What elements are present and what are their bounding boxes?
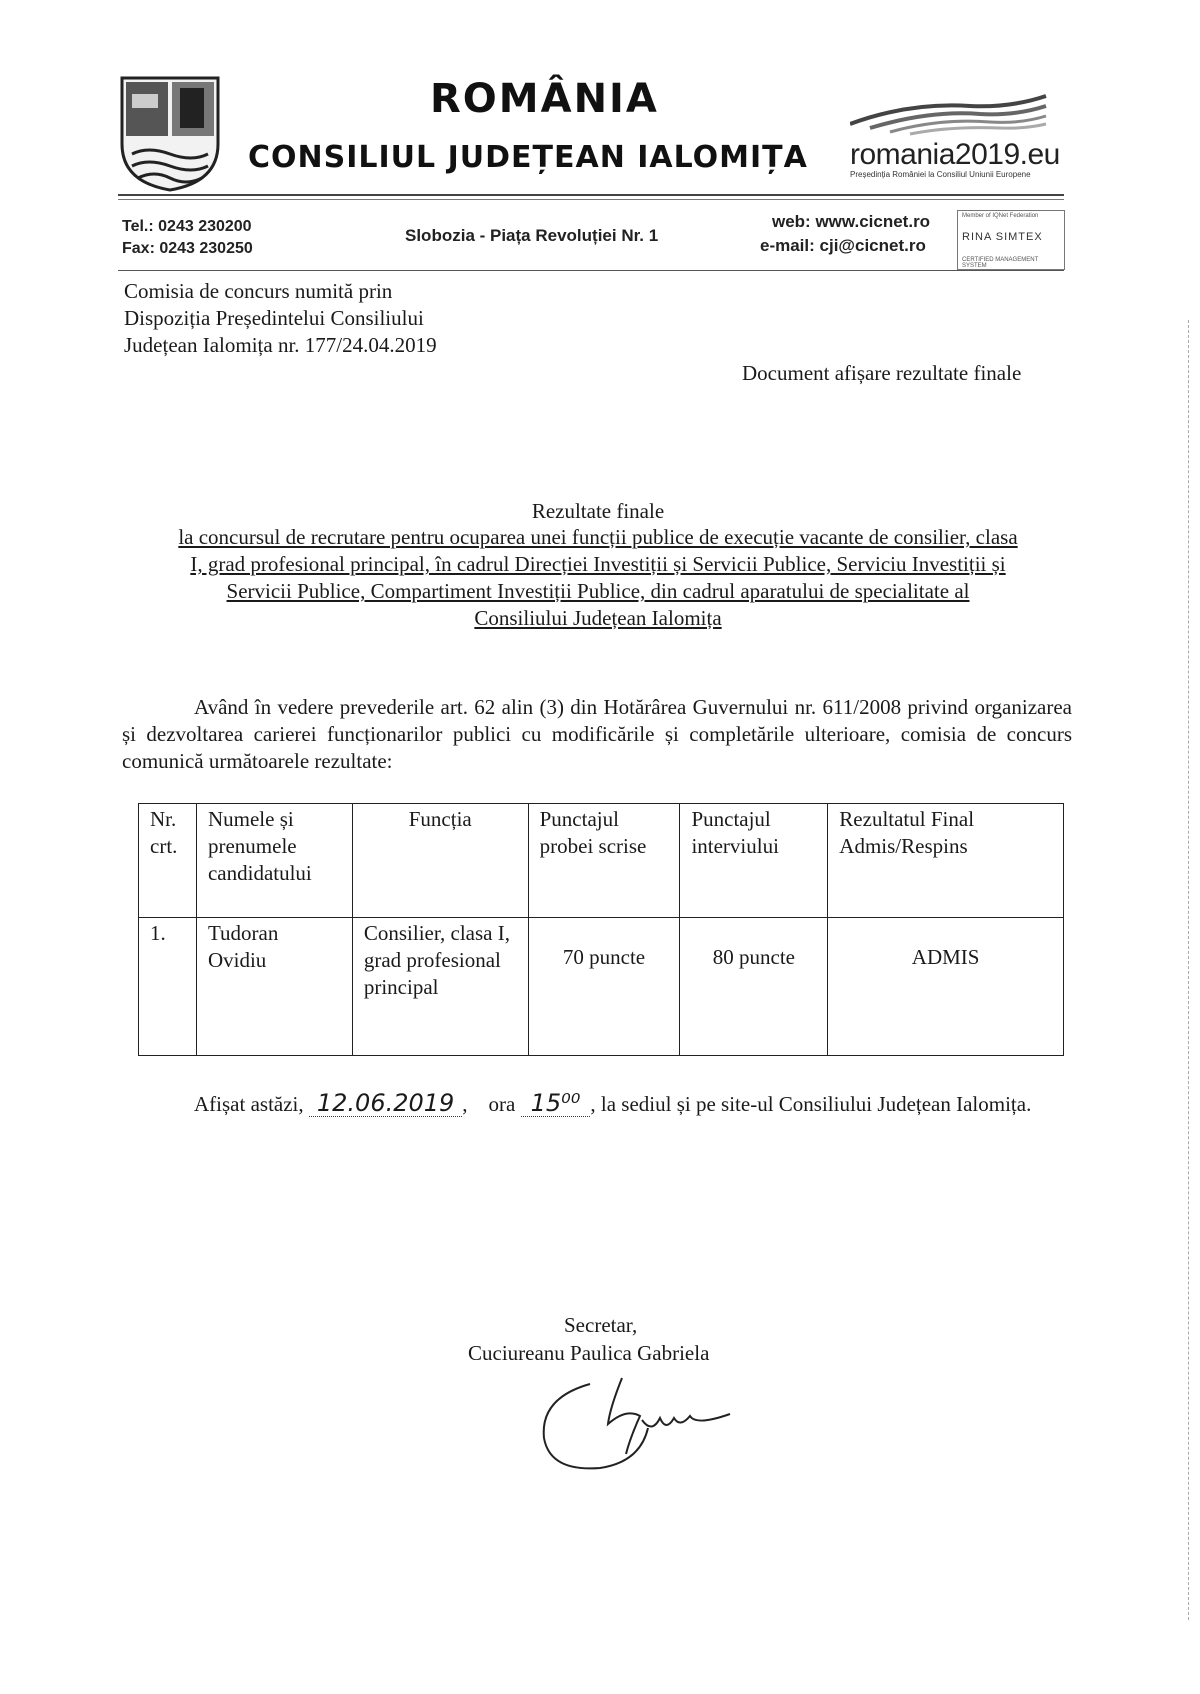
commission-line: Comisia de concurs numită prin bbox=[124, 279, 393, 303]
posting-suffix: , la sediul și pe site-ul Consiliului Județean Ialomița. bbox=[590, 1092, 1032, 1116]
cert-top-text: Member of IQNet Federation bbox=[962, 213, 1039, 219]
header-function: Funcția bbox=[352, 804, 528, 918]
header-divider-thin bbox=[118, 199, 1064, 200]
contact-divider bbox=[118, 270, 1064, 271]
results-table bbox=[138, 803, 1064, 1056]
cell-function: Consilier, clasa I, grad profesional principal bbox=[352, 918, 528, 1056]
subtitle-line: Servicii Publice, Compartiment Investiții Publice, din cadrul aparatului de specialitate al bbox=[226, 579, 970, 603]
subtitle-line: I, grad profesional principal, în cadrul Direcției Investiții și Servicii Publice, Serviciu Investiții și bbox=[190, 552, 1006, 576]
cert-main-text: RINA SIMTEX bbox=[962, 231, 1043, 243]
subtitle-line: Consiliului Județean Ialomița bbox=[474, 606, 722, 630]
commission-line: Dispoziția Președintelui Consiliului bbox=[124, 306, 424, 330]
institution-heading: CONSILIUL JUDEȚEAN IALOMIȚA bbox=[248, 140, 808, 175]
header-result: Rezultatul Final Admis/Respins bbox=[828, 804, 1064, 918]
county-crest-icon bbox=[118, 74, 222, 192]
email: e-mail: cji@cicnet.ro bbox=[760, 236, 926, 255]
cell-interview-score: 80 puncte bbox=[680, 918, 828, 1056]
cell-result: ADMIS bbox=[828, 918, 1064, 1056]
cell-name: Tudoran Ovidiu bbox=[196, 918, 352, 1056]
table-row bbox=[139, 918, 1064, 1056]
website: web: www.cicnet.ro bbox=[772, 212, 931, 231]
posting-prefix: Afișat astăzi, bbox=[194, 1092, 304, 1116]
cell-nr: 1. bbox=[139, 918, 197, 1056]
cell-written-score: 70 puncte bbox=[528, 918, 680, 1056]
handwritten-hour: 15⁰⁰ bbox=[530, 1089, 581, 1117]
handwritten-date: 12.06.2019 bbox=[316, 1089, 455, 1117]
eu-presidency-site: romania2019.eu bbox=[850, 138, 1060, 171]
results-subtitle bbox=[118, 524, 1078, 632]
commission-reference bbox=[124, 278, 437, 359]
header-interview-score: Punctajul interviului bbox=[680, 804, 828, 918]
posting-notice: Afișat astăzi, 12.06.2019 , ora 15⁰⁰ , la sediul și pe site-ul Consiliului Județean Ialomița. bbox=[194, 1089, 1032, 1117]
cert-bottom-text: CERTIFIED MANAGEMENT SYSTEM bbox=[962, 257, 1039, 269]
header-written-score: Punctajul probei scrise bbox=[528, 804, 680, 918]
address: Slobozia - Piața Revoluției Nr. 1 bbox=[405, 226, 659, 245]
secretary-label: Secretar, bbox=[564, 1313, 638, 1337]
legal-paragraph-text: Având în vedere prevederile art. 62 alin (3) din Hotărârea Guvernului nr. 611/2008 privind organizarea și dezvoltarea carierei funcționarilor publici cu modificările și completările ulterioare, comisia de concurs comunică următoarele rezultate: bbox=[122, 695, 1072, 773]
eu-presidency-subtitle: Președinția României la Consiliul Uniunii Europene bbox=[850, 170, 1031, 179]
header-name: Numele și prenumele candidatului bbox=[196, 804, 352, 918]
telephone: Tel.: 0243 230200 bbox=[122, 218, 252, 235]
posting-hour-label: ora bbox=[488, 1092, 516, 1116]
eu-presidency-logo-icon bbox=[850, 84, 1050, 144]
fax: Fax: 0243 230250 bbox=[122, 240, 253, 257]
table-header-row bbox=[139, 804, 1064, 918]
country-heading: ROMÂNIA bbox=[430, 76, 659, 122]
header-divider bbox=[118, 194, 1064, 196]
scan-margin-line bbox=[1188, 320, 1189, 1620]
subtitle-line: la concursul de recrutare pentru ocuparea unei funcții publice de execuție vacante de consilier, clasa bbox=[178, 525, 1018, 549]
legal-paragraph bbox=[122, 694, 1072, 775]
certification-badge bbox=[957, 210, 1065, 270]
commission-line: Județean Ialomița nr. 177/24.04.2019 bbox=[124, 333, 437, 357]
secretary-name: Cuciureanu Paulica Gabriela bbox=[468, 1341, 710, 1365]
document-label: Document afișare rezultate finale bbox=[742, 361, 1022, 385]
signature-icon bbox=[530, 1368, 750, 1478]
results-title: Rezultate finale bbox=[531, 499, 665, 523]
header-nr: Nr. crt. bbox=[139, 804, 197, 918]
